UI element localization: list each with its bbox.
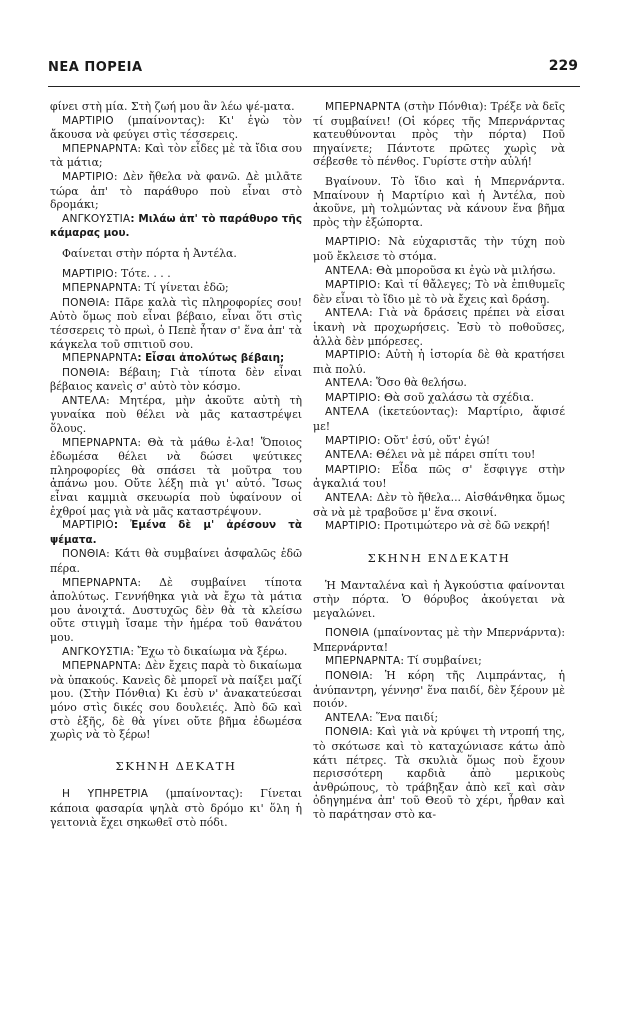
dialogue-line [50, 212, 302, 241]
left-column [50, 100, 302, 829]
dialogue-line [50, 787, 302, 829]
dialogue-line [313, 463, 565, 491]
dialogue-line [50, 576, 302, 645]
speaker-name: ΑΝΤΕΛΑ [325, 307, 370, 320]
dialogue-text: (μπαίνοντας): Κι' ἐγὼ τὸν ἄκουσα νὰ φεύγει στὶς τέσσερεις. [50, 113, 302, 142]
dialogue-text: : Ἔχω τὸ δικαίωμα νὰ ξέρω. [130, 644, 288, 658]
dialogue-text: : Τί συμβαίνει; [400, 654, 482, 668]
speaker-name: ΜΠΕΡΝΑΡΝΤΑ [62, 142, 138, 155]
dialogue-line [313, 725, 565, 821]
dialogue-line [313, 405, 565, 433]
speaker-name: ΠΟΝΘΙΑ [62, 296, 107, 309]
dialogue-line [50, 659, 302, 742]
speaker-name: ΠΟΝΘΙΑ [325, 669, 370, 682]
dialogue-text: : Ἡ κόρη τῆς Λιμπράντας, ἡ ἀνύπαντρη, γέννησ' ἕνα παιδί, δὲν ξέρουν μὲ ποιόν. [313, 668, 565, 711]
speaker-name: ΜΑΡΤΙΡΙΟ [325, 236, 377, 249]
dialogue-line [313, 519, 565, 534]
dialogue-text: : Οὔτ' ἐσύ, οὔτ' ἐγώ! [376, 433, 491, 447]
speaker-name: ΑΝΤΕΛΑ [325, 492, 370, 505]
dialogue-text: : Αὐτὴ ἡ ἱστορία δὲ θὰ κρατήσει πιὰ πολύ. [313, 348, 565, 376]
speaker-name: ΜΑΡΤΙΡΙΟ [62, 267, 114, 280]
speaker-name: ΑΝΤΕΛΑ [325, 406, 370, 419]
dialogue-text: : Θὰ μποροῦσα κι ἐγὼ νὰ μιλήσω. [369, 263, 556, 277]
dialogue-text: : Μιλάω ἀπ' τὸ παράθυρο τῆς κάμαρας μου. [50, 212, 302, 240]
dialogue-line [50, 296, 302, 351]
journal-title: ΝΕΑ ΠΟΡΕΙΑ [48, 60, 143, 75]
speaker-name: ΜΠΕΡΝΑΡΝΤΑ [325, 655, 401, 668]
dialogue-text: : Θέλει νὰ μὲ πάρει σπίτι του! [369, 448, 536, 462]
dialogue-line [313, 235, 565, 263]
speaker-name: ΜΠΕΡΝΑΡΝΤΑ [62, 576, 138, 589]
continued-text: φίνει στὴ μία. Στὴ ζωή μου ἂν λέω ψέ-ματα. [50, 100, 295, 113]
dialogue-text: (μπαίνοντας μὲ τὴν Μπερνάρντα): Μπερνάρντα! [313, 626, 565, 654]
dialogue-text: : Καὶ γιὰ νὰ κρύψει τὴ ντροπή της, τὸ σκότωσε καὶ τὸ καταχώνιασε κάτω ἀπὸ κάτι πέτρες. Τὰ σκυλιὰ ὅμως ποὺ ἔχουν περισσότερη καρδιὰ ἀπὸ μερικοὺς ἀνθρώπους, τὸ τράβηξαν ἀπὸ κεῖ καὶ σὰν ὁδηγημένα ἀπ' τοῦ Θεοῦ τὸ χέρι, ἦρθαν καὶ τὸ παράτησαν στὸ κα- [313, 725, 565, 821]
dialogue-line [313, 626, 565, 654]
dialogue-line [50, 547, 302, 575]
speaker-name: ΜΠΕΡΝΑΡΝΤΑ [62, 282, 138, 295]
scene-heading: ΣΚΗΝΗ ΔΕΚΑΤΗ [115, 758, 237, 773]
dialogue-text: : Θὰ τὰ μάθω ἐ-λα! Ὅποιος ἐδωμέσα θέλει νὰ δώσει ψεύτικες πληροφορίες θὰ σπάσει τὰ μοῦτρα του ἀπάνω μου. Οὔτε λέξη πιὰ γι' αὐτό. Ἴσως εἶναι καμμιὰ σκευωρία ποὺ ὑφαίνουν οἱ ἐχθροί μας γιὰ νὰ μᾶς καταστρέψουν. [50, 435, 302, 518]
dialogue-line [313, 654, 565, 669]
speaker-name: ΠΟΝΘΙΑ [62, 366, 107, 379]
speaker-name: ΠΟΝΘΙΑ [325, 726, 370, 739]
dialogue-text: : Δὲν τὸ ἤθελα... Αἰσθάνθηκα ὅμως σὰ νὰ μὲ τραβοῦσε μ' ἕνα σκοινί. [313, 491, 565, 519]
dialogue-line [50, 351, 302, 366]
speaker-name: ΑΝΤΕΛΑ [325, 264, 370, 277]
dialogue-text: : Τότε. . . . [113, 266, 171, 280]
dialogue-text: : Καὶ τὸν εἶδες μὲ τὰ ἴδια σου τὰ μάτια; [50, 141, 302, 170]
dialogue-line [50, 281, 302, 296]
speaker-name: ΑΝΤΕΛΑ [62, 394, 107, 407]
stage-direction: Ἡ Μανταλένα καὶ ἡ Ἀγκούστια φαίνονται στὴν πόρτα. Ὁ θόρυβος ἀκούγεται νὰ μεγαλώνει. [313, 579, 565, 620]
stage-direction: Βγαίνουν. Τὸ ἴδιο καὶ ἡ Μπερνάρντα. Μπαίνουν ἡ Μαρτίριο καὶ ἡ Ἀντέλα, ποὺ ἀκοῦνε, μὴ τολμώντας νὰ κάνουν ἕνα βῆμα πρὸς τὴν ἐξώπορτα. [313, 174, 565, 229]
dialogue-text: : Δὲν ἤθελα νὰ φανῶ. Δὲ μιλᾶτε τώρα ἀπ' τὸ παράθυρο ποὺ εἶναι στὸ δρομάκι; [50, 169, 302, 212]
speaker-name: ΜΑΡΤΙΡΙΟ [325, 463, 377, 476]
dialogue-line [50, 267, 302, 282]
dialogue-text: : Πᾶρε καλὰ τὶς πληροφορίες σου! Αὐτὸ ὅμως ποὺ εἶναι βέβαιο, εἶναι ὅτι στὶς τέσσερεις τὸ πρωὶ, ὁ Πεπὲ ἦταν σ' ἕνα ἀπ' τὰ κάγκελα τοῦ σπιτιοῦ σου. [50, 295, 302, 351]
dialogue-text: (μπαίνοντας): Γίνεται κάποια φασαρία ψηλὰ στὸ δρόμο κι' ὅλη ἡ γειτονιὰ ἔχει σηκωθεῖ στὸ πόδι. [50, 787, 303, 829]
speaker-name: ΜΑΡΤΙΡΙΟ [325, 391, 377, 404]
dialogue-line [313, 434, 565, 449]
dialogue-text: : Γιὰ νὰ δράσεις πρέπει νὰ εἶσαι ἱκανὴ νὰ προχωρήσεις. Ἐσὺ τὸ ποθοῦσες, ἀλλὰ δὲν μπόρεσες. [313, 306, 565, 348]
header-rule [48, 86, 580, 87]
dialogue-line [313, 376, 565, 391]
speaker-name: ΜΑΡΤΙΡΙΟ [62, 519, 114, 532]
speaker-name: ΜΠΕΡΝΑΡΝΤΑ [62, 352, 138, 365]
dialogue-text: (ἱκετεύοντας): Μαρτίριο, ἄφισέ με! [313, 405, 565, 434]
dialogue-text: : Εἶσαι ἀπολύτως βέβαιη; [137, 352, 285, 365]
speaker-name: ΠΟΝΘΙΑ [62, 548, 107, 561]
dialogue-text: : Κάτι θὰ συμβαίνει ἀσφαλῶς ἐδῶ πέρα. [50, 547, 302, 575]
dialogue-line [313, 669, 565, 711]
speaker-name: ΜΑΡΤΙΡΙΟ [325, 520, 377, 533]
speaker-name: ΜΑΡΤΙΡΙΟ [62, 114, 114, 127]
dialogue-line [50, 142, 302, 170]
dialogue-line [313, 391, 565, 406]
dialogue-line [50, 645, 302, 660]
dialogue-text: : Τί γίνεται ἐδῶ; [137, 281, 229, 295]
speaker-name: ΜΑΡΤΙΡΙΟ [325, 349, 377, 362]
dialogue-text: : Ἐμένα δὲ μ' ἀρέσουν τὰ ψέματα. [50, 519, 302, 546]
speaker-name: ΜΑΡΤΙΡΙΟ [62, 170, 114, 183]
dialogue-line [313, 348, 565, 376]
dialogue-text: (στὴν Πόνθια): Τρέξε νὰ δεῖς τί συμβαίνει! (Οἱ κόρες τῆς Μπερνάρντας κατευθύνονται πρὸς τὴν πόρτα) Ποῦ πηγαίνετε; Πάντοτε πρῶτες χωρὶς νὰ σέβεσθε τὸ πένθος. Γυρίστε στὴν αὐλή! [313, 100, 565, 169]
speaker-name: ΜΠΕΡΝΑΡΝΤΑ [325, 101, 401, 113]
running-header [48, 56, 578, 80]
speaker-name: ΜΠΕΡΝΑΡΝΤΑ [62, 660, 138, 673]
dialogue-line [50, 436, 302, 519]
dialogue-text: : Βέβαιη; Γιὰ τίποτα δὲν εἶναι βέβαιος κανεὶς σ' αὐτὸ τὸν κόσμο. [50, 365, 302, 394]
dialogue-text: : Εἶδα πῶς σ' ἔσφιγγε στὴν ἀγκαλιά του! [313, 462, 565, 491]
speaker-name: ΑΝΤΕΛΑ [325, 449, 370, 462]
dialogue-line [50, 114, 302, 142]
dialogue-line [313, 491, 565, 519]
speaker-name: ΠΟΝΘΙΑ [325, 627, 370, 640]
dialogue-text: : Ἕνα παιδί; [369, 710, 439, 724]
dialogue-line [50, 394, 302, 436]
dialogue-text: : Θὰ σοῦ χαλάσω τὰ σχέδια. [376, 390, 534, 404]
dialogue-line [313, 100, 565, 169]
scene-heading: ΣΚΗΝΗ ΕΝΔΕΚΑΤΗ [367, 550, 511, 565]
dialogue-text: : Μητέρα, μὴν ἀκοῦτε αὐτὴ τὴ γυναίκα ποὺ θέλει νὰ μᾶς καταστρέψει ὅλους. [50, 393, 302, 436]
dialogue-line [50, 170, 302, 212]
speaker-name: ΜΑΡΤΙΡΙΟ [325, 434, 377, 447]
speaker-name: ΑΝΤΕΛΑ [325, 377, 370, 390]
dialogue-line [313, 278, 565, 306]
dialogue-line [313, 264, 565, 279]
dialogue-text: : Καὶ τί θἄλεγες; Τὸ νὰ ἐπιθυμεῖς δὲν εἶναι τὸ ἴδιο μὲ τὸ νὰ ἔχεις καὶ δράση. [313, 278, 565, 306]
dialogue-text: : Νὰ εὐχαριστᾶς τὴν τύχη ποὺ μοῦ ἔκλεισε τὸ στόμα. [313, 235, 565, 263]
page-number: 229 [548, 58, 578, 74]
speaker-name: ΜΑΡΤΙΡΙΟ [325, 279, 377, 292]
stage-direction: Φαίνεται στὴν πόρτα ἡ Ἀντέλα. [62, 246, 237, 260]
dialogue-text: : Δὲν ἔχεις παρὰ τὸ δικαίωμα νὰ ὑπακούς. Κανεὶς δὲ μπορεῖ νὰ παίξει μαζί μου. (Στὴν Πόνθια) Κι ἐσὺ ν' ἀνακατεύεσαι μόνο στὶς δικές σου δουλειές. Ἀπὸ δῶ καὶ στὸ ἑξῆς, δὲ θὰ γίνει οὔτε βῆμα ἐδωμέσα χωρὶς νὰ τὸ ξέρω! [50, 659, 302, 742]
dialogue-line [50, 366, 302, 394]
speaker-name: ΑΝΓΚΟΥΣΤΙΑ [62, 212, 131, 225]
dialogue-text: : Προτιμώτερο νὰ σὲ δῶ νεκρή! [376, 519, 551, 533]
speaker-name: ΑΝΓΚΟΥΣΤΙΑ [62, 645, 131, 658]
dialogue-text: : Δὲ συμβαίνει τίποτα ἀπολύτως. Γεννήθηκα γιὰ νὰ ἔχω τὰ μάτια μου ἀνοιχτά. Δυστυχῶς δὲν θὰ τὰ κλείσω οὔτε στιγμὴ ἴσαμε τὴν ἡμέρα τοῦ θανάτου μου. [50, 575, 302, 644]
speaker-name: Η ΥΠΗΡΕΤΡΙΑ [62, 788, 149, 801]
dialogue-text: : Ὅσο θὰ θελήσω. [369, 376, 467, 390]
dialogue-line [50, 518, 302, 547]
right-column [313, 100, 565, 822]
dialogue-line [313, 306, 565, 348]
dialogue-line [313, 711, 565, 726]
dialogue-line [313, 448, 565, 463]
speaker-name: ΑΝΤΕΛΑ [325, 711, 370, 724]
speaker-name: ΜΠΕΡΝΑΡΝΤΑ [62, 436, 138, 449]
